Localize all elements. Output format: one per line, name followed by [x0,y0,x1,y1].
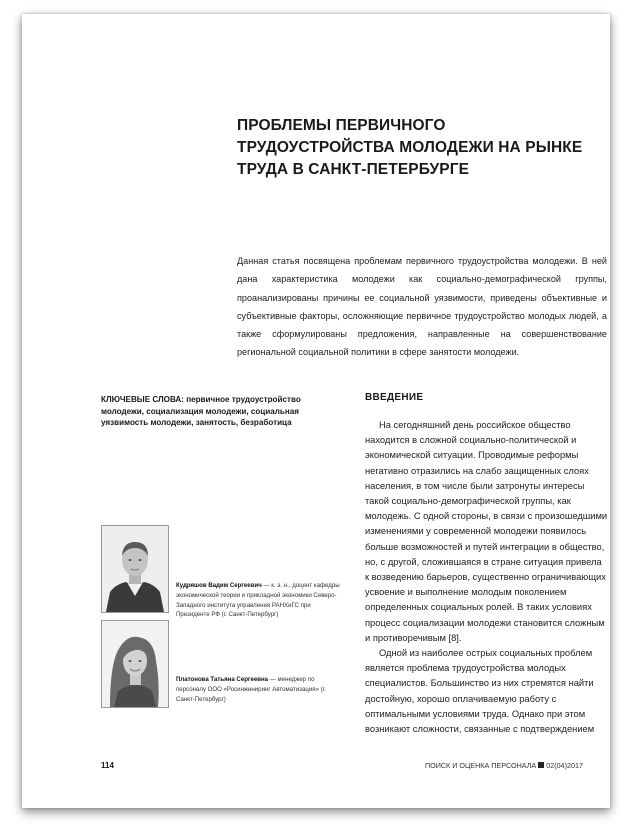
keywords: КЛЮЧЕВЫЕ СЛОВА: первичное трудоустройство молодежи, социализация молодежи, социальная уязвимость молодежи, занятость, безработица [101,395,301,427]
body-paragraph: На сегодняшний день российское общество находится в сложной социально-политической и экономической ситуации. Проводимые реформы негативно отразились на слабо защищенных слоях населения, в том числе были затронуты интересы такой социально-демографической группы, как молодежь. С одной стороны, в связи с произошедшими изменениями у современной молодежи появилось больше возможностей и путей интеграции в общество, но, с другой, сложившаяся в стране ситуация привела к возведению барьеров, существенно ограничивающих усвоение и выполнение молодым поколением определенных социальных ролей. В таких условиях процесс социализации молодежи становится сложным и противоречивым [8]. [365,420,608,643]
author-info [176,581,342,620]
article-title: ПРОБЛЕМЫ ПЕРВИЧНОГО ТРУДОУСТРОЙСТВА МОЛОДЕЖИ НА РЫНКЕ ТРУДА В САНКТ-ПЕТЕРБУРГЕ [237,117,583,178]
author-portrait-image [102,621,168,707]
square-separator-icon [538,762,544,768]
journal-footer [425,761,583,770]
author-photo [101,620,169,708]
journal-issue: 02(04)2017 [546,761,583,770]
page-number: 114 [101,761,114,770]
author-details: — к. э. н., доцент кафедры экономической теории и прикладной экономики Северо-Западного института управления РАНХиГС при Президенте РФ (г. Санкт-Петербург) [176,582,340,619]
author-details: — менеджер по персоналу ООО «Росинжиниринг Автоматизация» (г. Санкт-Петербург) [176,676,326,703]
section-heading: ВВЕДЕНИЕ [365,392,424,403]
body-text [365,418,608,737]
author-info [176,675,342,704]
author-photo [101,525,169,613]
author-name: Кудряшов Вадим Сергеевич [176,582,262,589]
body-paragraph: Одной из наиболее острых социальных проблем является проблема трудоустройства молодых специалистов. Большинство из них стремятся найти достойную, хорошо оплачиваемую работу с оптимальными условиями труда. Однако при этом возникают сложности, связанные с подтверждением [365,648,595,735]
journal-page [22,14,610,808]
article-abstract: Данная статья посвящена проблемам первичного трудоустройства молодежи. В ней дана характеристика молодежи как социально-демографической группы, проанализированы причины ее социальной уязвимости, приведены объективные и субъективные факторы, осложняющие первичное трудоустройство молодых людей, а также сформулированы предложения, направленные на совершенствование региональной социальной политики в сфере занятости молодежи. [237,256,607,358]
journal-name: ПОИСК И ОЦЕНКА ПЕРСОНАЛА [424,761,537,770]
author-name: Платонова Татьяна Сергеевна [176,676,269,683]
author-portrait-image [102,526,168,612]
